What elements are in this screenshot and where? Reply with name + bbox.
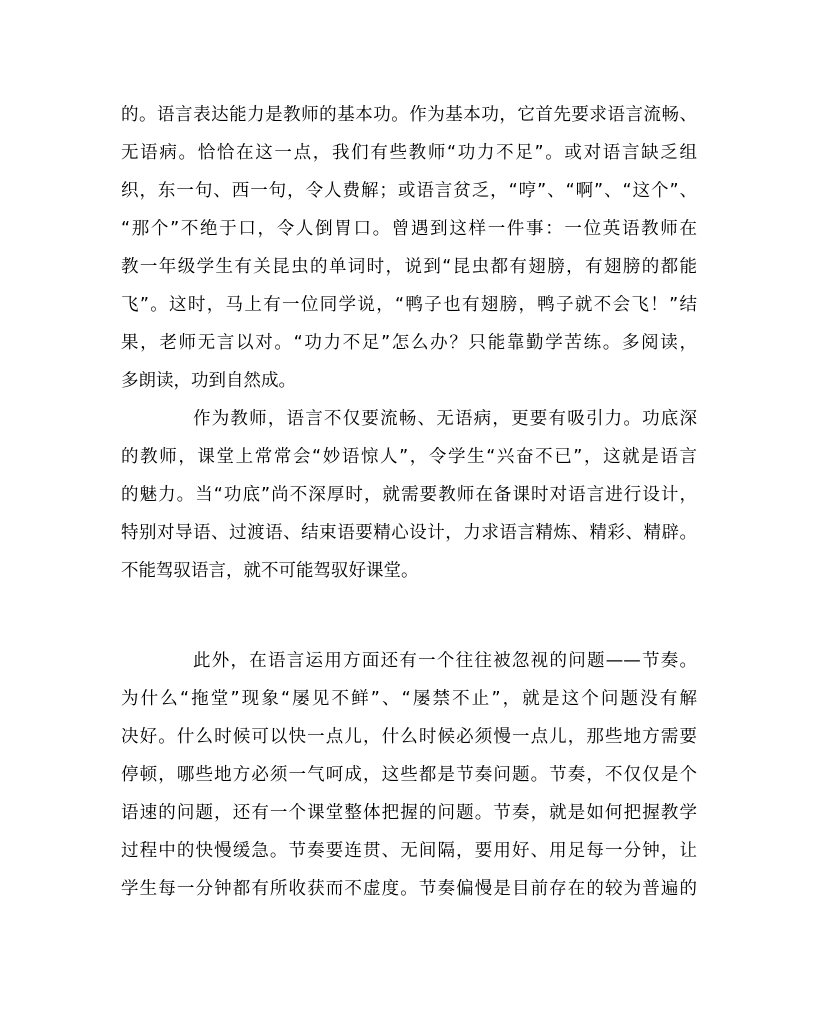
text-line: 作为教师，语言不仅要流畅、无语病，更要有吸引力。功底深	[193, 409, 697, 429]
text-line: 的教师，课堂上常常会“妙语惊人”，令学生“兴奋不已”，这就是语言	[121, 447, 697, 467]
text-line: 此外，在语言运用方面还有一个往往被忽视的问题——节奏。	[193, 651, 697, 671]
text-line: 决好。什么时候可以快一点儿，什么时候必须慢一点儿，那些地方需要	[121, 727, 697, 747]
text-line: 无语病。恰恰在这一点，我们有些教师“功力不足”。或对语言缺乏组	[121, 143, 697, 163]
text-line: 织，东一句、西一句，令人费解；或语言贫乏，“哼”、“啊”、“这个”、	[121, 181, 697, 201]
text-line: 停顿，哪些地方必须一气呵成，这些都是节奏问题。节奏，不仅仅是个	[121, 765, 697, 785]
text-line: 教一年级学生有关昆虫的单词时，说到“昆虫都有翅膀，有翅膀的都能	[121, 257, 697, 277]
text-line: 为什么“拖堂”现象“屡见不鲜”、“屡禁不止”，就是这个问题没有解	[121, 689, 697, 709]
text-line: 不能驾驭语言，就不可能驾驭好课堂。	[121, 561, 419, 581]
text-line: 语速的问题，还有一个课堂整体把握的问题。节奏，就是如何把握教学	[121, 803, 697, 823]
text-line: 多朗读，功到自然成。	[121, 371, 296, 391]
text-line: 的。语言表达能力是教师的基本功。作为基本功，它首先要求语言流畅、	[121, 105, 697, 125]
text-line: 飞”。这时，马上有一位同学说，“鸭子也有翅膀，鸭子就不会飞！”结	[121, 295, 697, 315]
text-line: 特别对导语、过渡语、结束语要精心设计，力求语言精炼、精彩、精辟。	[121, 523, 697, 543]
text-line: 果，老师无言以对。“功力不足”怎么办？只能靠勤学苦练。多阅读，	[121, 333, 697, 353]
text-line: 学生每一分钟都有所收获而不虚度。节奏偏慢是目前存在的较为普遍的	[121, 879, 697, 899]
text-line: “那个”不绝于口，令人倒胃口。曾遇到这样一件事：一位英语教师在	[121, 219, 697, 239]
text-line: 过程中的快慢缓急。节奏要连贯、无间隔，要用好、用足每一分钟，让	[121, 841, 697, 861]
text-line: 的魅力。当“功底”尚不深厚时，就需要教师在备课时对语言进行设计，	[121, 485, 697, 505]
